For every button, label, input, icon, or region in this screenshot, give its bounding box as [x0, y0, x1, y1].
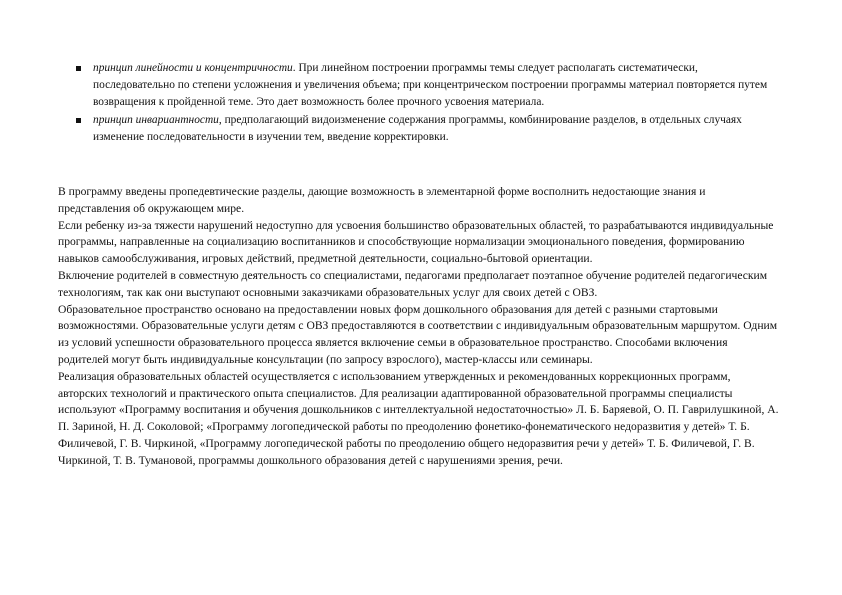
bullet-term: принцип линейности и концентричности [93, 62, 293, 74]
bullet-item-invariance [76, 112, 776, 146]
paragraph-programs-used: Реализация образовательных областей осуществляется с использованием утвержденных и рекомендованных коррекционных программ, авторских технологий и практического опыта специалистов. Для реализации адаптированной образовательной программы специалисты используют «Программу воспитания и обучения дошкольников с интеллектуальной недостаточностью» Л. Б. Баряевой, О. П. Гаврилушкиной, А. П. Зариной, Н. Д. Соколовой; «Программу логопедической работы по преодолению фонетико-фонематического недоразвития у детей» Т. Б. Филичевой, Г. В. Чиркиной, «Программу логопедической работы по преодолению общего недоразвития речи у детей» Т. Б. Филичевой, Г. В. Чиркиной, Т. В. Тумановой, программы дошкольного образования детей с нарушениями зрения, речи. [58, 369, 779, 467]
paragraph-parents-involvement: Включение родителей в совместную деятельность со специалистами, педагогами предполагает поэтапное обучение родителей педагогическим технологиям, так как они выступают основными заказчиками образовательных услуг для своих детей с ОВЗ. [58, 268, 768, 299]
bullet-text: , предполагающий видоизменение содержания программы, комбинирование разделов, в отдельных случаях изменение последовательности в изучении тем, введение корректировки. [93, 114, 742, 143]
paragraph-individual-programs: Если ребенку из-за тяжести нарушений недоступно для усвоения большинство образовательных областей, то разрабатываются индивидуальные программы, направленные на социализацию воспитанников и способствующие нормализации эмоционального поведения, формированию навыков самообслуживания, игровых действий, предметной деятельности, социально-бытовой ориентации. [58, 218, 774, 266]
principles-bullet-list [76, 60, 776, 147]
paragraph-propaedeutic: В программу введены пропедевтические разделы, дающие возможность в элементарной форме восполнить недостающие знания и представления об окружающем мире. [58, 185, 706, 215]
bullet-item-linearity [76, 60, 776, 111]
square-bullet-icon [76, 118, 81, 123]
paragraph-educational-space: Образовательное пространство основано на предоставлении новых форм дошкольного образования для детей с разными стартовыми возможностями. Образовательные услуги детям с ОВЗ предоставляются в соответствии с индивидуальным образовательным маршрутом. Одним из условий успешности образовательного процесса является включение семьи в образовательное пространство. Способами включения родителей могут быть индивидуальные консультации (по запросу взрослого), мастер-классы или семинары. [58, 302, 778, 366]
bullet-term: принцип инвариантности [93, 114, 219, 126]
square-bullet-icon [76, 66, 81, 71]
bullet-text: . При линейном построении программы темы следует располагать систематически, последовательно по степени усложнения и увеличения объема; при концентрическом построении программы материал повторяется путем возвращения к пройденной теме. Это дает возможность более прочного усвоения материала. [93, 62, 768, 108]
body-text [58, 184, 780, 470]
